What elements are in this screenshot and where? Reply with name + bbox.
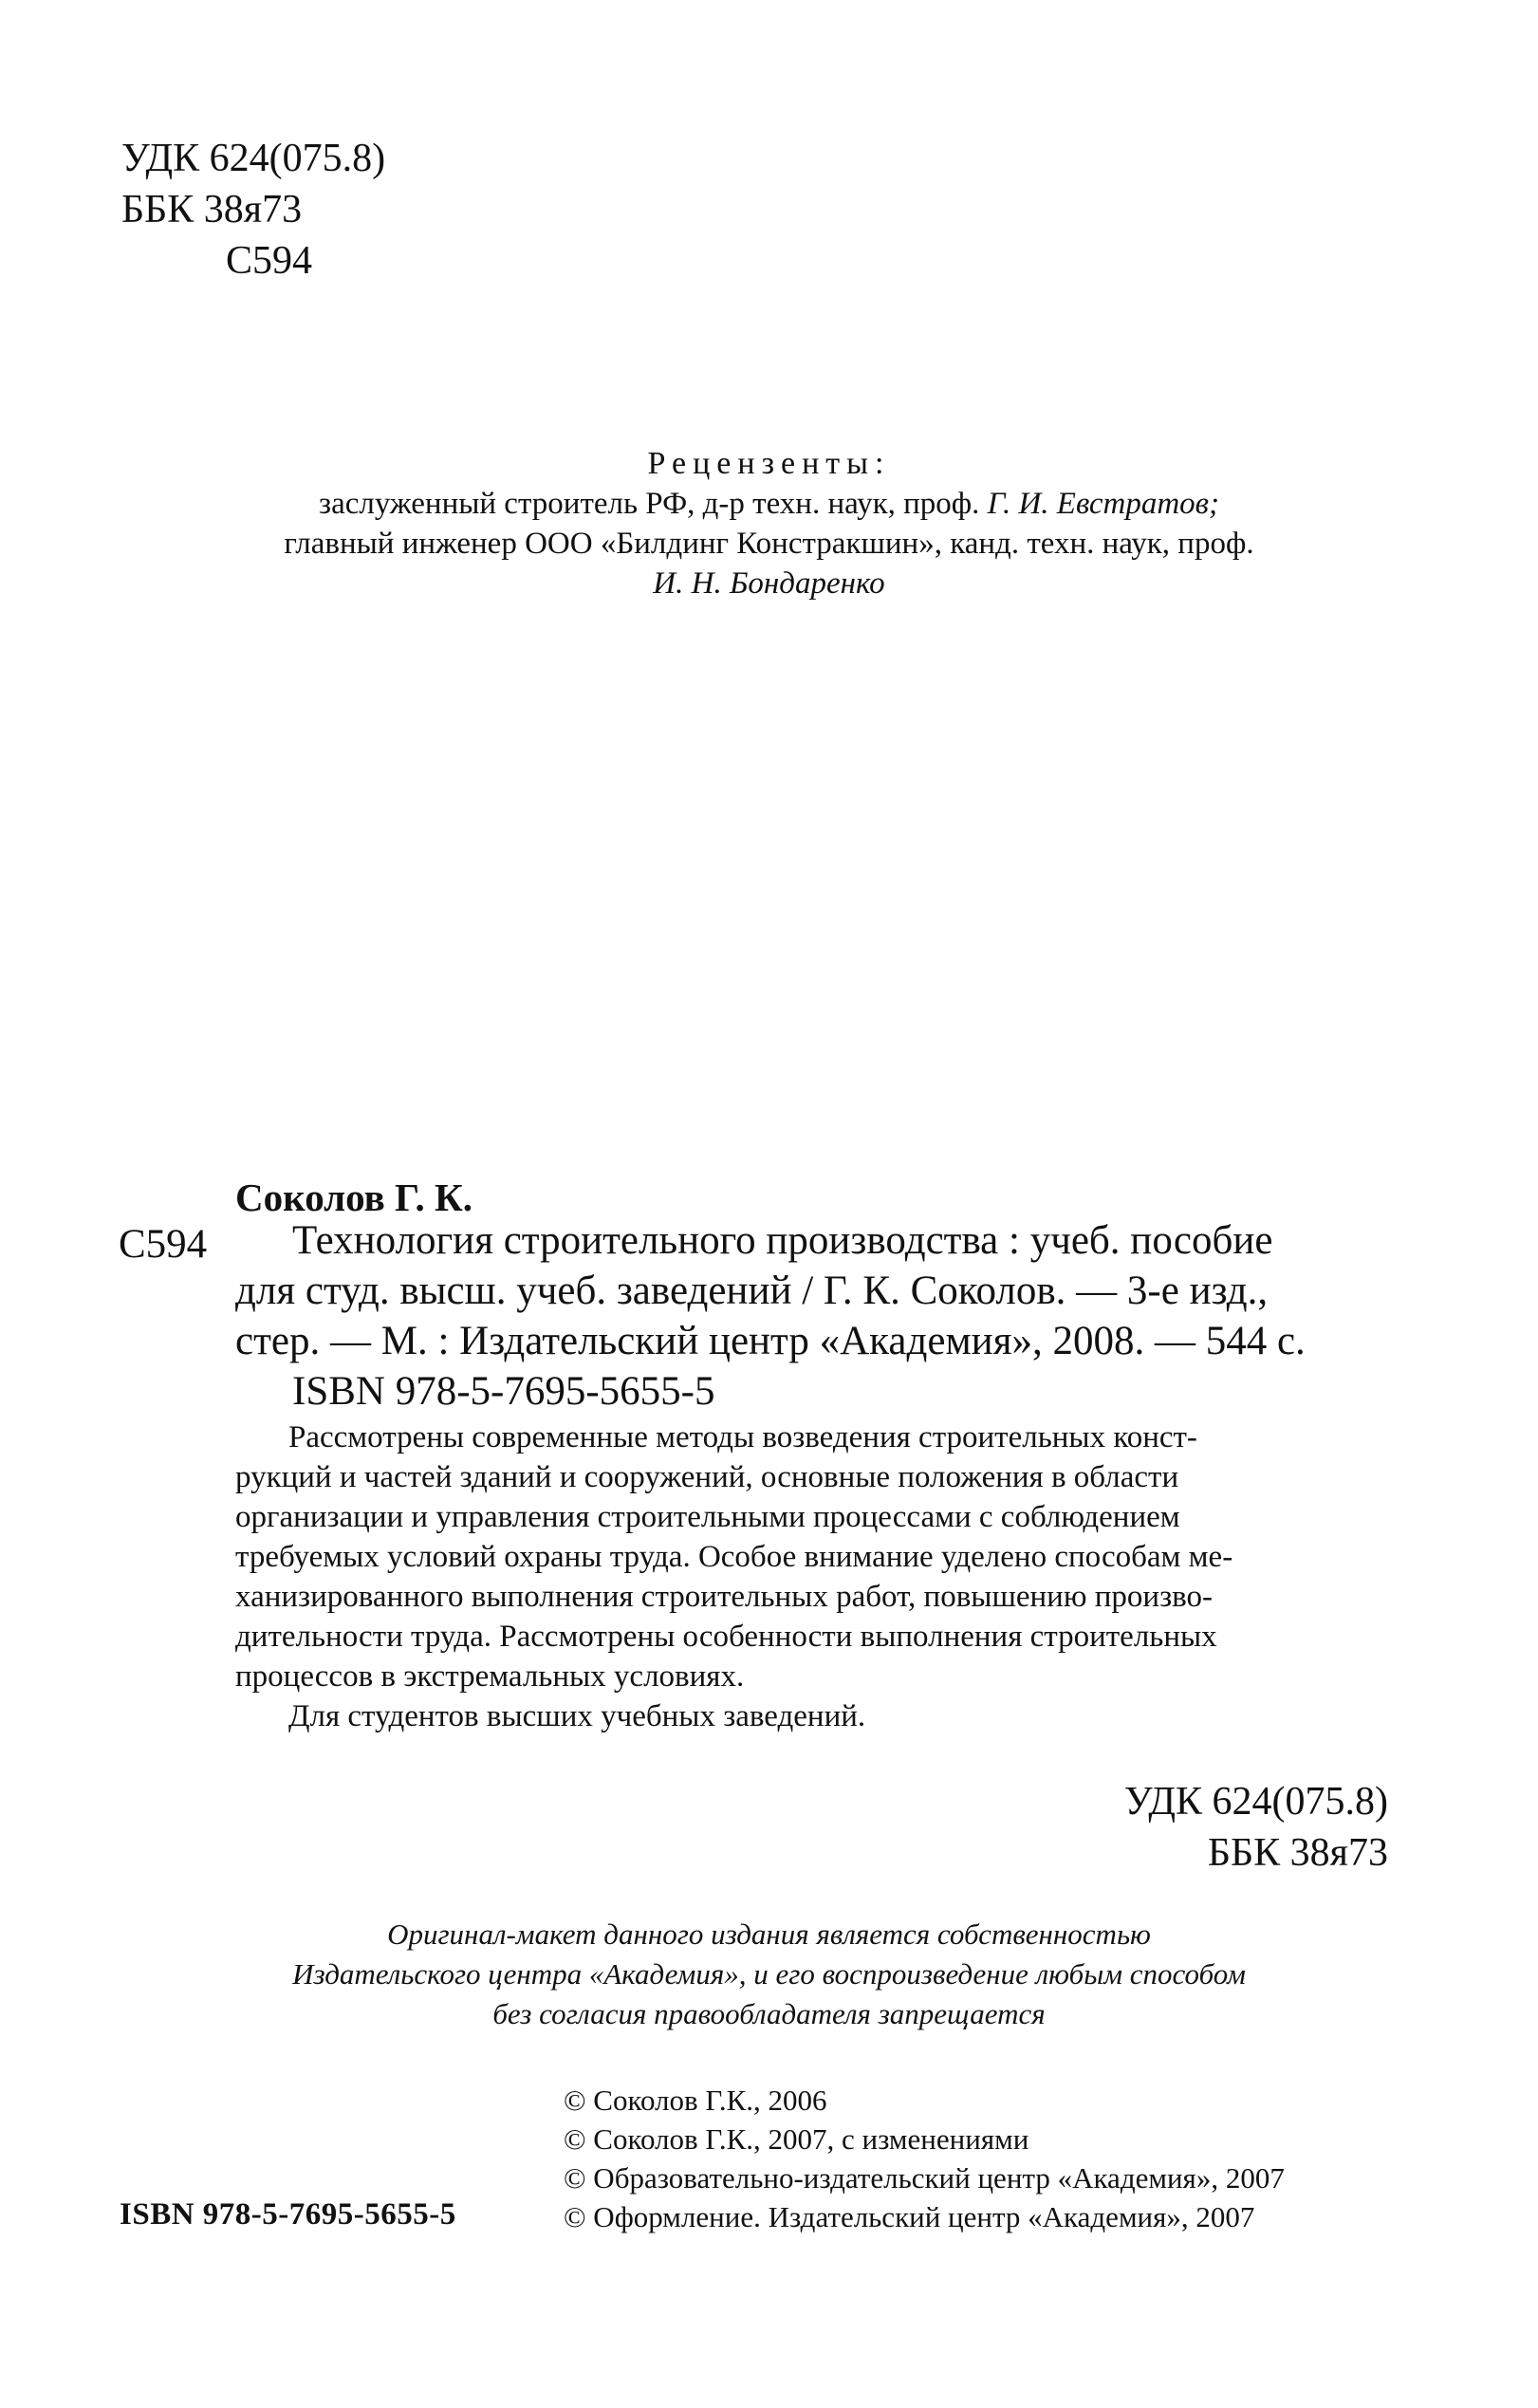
- reviewers-block: [95, 444, 1443, 603]
- copyright-4: © Оформление. Издательский центр «Академия», 2007: [564, 2200, 1255, 2233]
- notice-line-3: без согласия правообладателя запрещается: [492, 1997, 1046, 2030]
- annotation-line-5: ханизированного выполнения строительных работ, повышению произво-: [235, 1580, 1213, 1614]
- copyright-notice: [133, 1915, 1405, 2034]
- annotation-line-4: требуемых условий охраны труда. Особое внимание уделено способам ме-: [235, 1540, 1233, 1574]
- copyright-1: © Соколов Г.К., 2006: [564, 2084, 827, 2117]
- copyright-list: [564, 2081, 1285, 2236]
- author-mark-bib: С594: [119, 1222, 208, 1267]
- annotation: [235, 1417, 1232, 1736]
- annotation-audience: Для студентов высших учебных заведений.: [288, 1699, 866, 1733]
- notice-line-1: Оригинал-макет данного издания является собственностью: [387, 1917, 1151, 1951]
- isbn-bottom: ISBN 978-5-7695-5655-5: [120, 2197, 456, 2232]
- udk-bottom: УДК 624(075.8): [1123, 1780, 1388, 1824]
- isbn-line: ISBN 978-5-7695-5655-5: [292, 1369, 715, 1414]
- annotation-line-7: процессов в экстремальных условиях.: [235, 1659, 745, 1694]
- reviewer-1: [95, 484, 1443, 524]
- classification-bottom: [854, 1776, 1388, 1879]
- udk-top: УДК 624(075.8): [121, 137, 386, 180]
- annotation-line-2: рукций и частей зданий и сооружений, основные положения в области: [235, 1460, 1179, 1494]
- bbk-bottom: ББК 38я73: [1207, 1831, 1388, 1875]
- bib-line-3: стер. — М. : Издательский центр «Академия», 2008. — 544 с.: [235, 1319, 1306, 1363]
- notice-line-2: Издательского центра «Академия», и его воспроизведение любым способом: [292, 1957, 1246, 1991]
- bibliographic-description: [235, 1215, 1306, 1417]
- reviewer-1-text: заслуженный строитель РФ, д-р техн. наук, проф.: [319, 487, 980, 521]
- author-mark-top: С594: [226, 239, 313, 283]
- bbk-top: ББК 38я73: [121, 188, 303, 232]
- bib-line-2: для студ. высш. учеб. заведений / Г. К. Соколов. — 3-е изд.,: [235, 1269, 1269, 1313]
- author-name: Соколов Г. К.: [235, 1176, 473, 1219]
- reviewer-2-text: главный инженер ООО «Билдинг Констракшин», канд. техн. наук, проф.: [284, 527, 1254, 561]
- annotation-line-6: дительности труда. Рассмотрены особенности выполнения строительных: [235, 1620, 1217, 1654]
- copyright-3: © Образовательно-издательский центр «Академия», 2007: [564, 2161, 1285, 2195]
- bib-line-1: Технология строительного производства : учеб. пособие: [292, 1218, 1273, 1263]
- reviewers-heading: Рецензенты:: [647, 446, 891, 481]
- annotation-line-3: организации и управления строительными процессами с соблюдением: [235, 1500, 1180, 1534]
- annotation-line-1: Рассмотрены современные методы возведения строительных конст-: [288, 1420, 1197, 1454]
- reviewer-1-name: Г. И. Евстратов;: [987, 487, 1219, 521]
- reviewer-2-name: И. Н. Бондаренко: [653, 566, 885, 601]
- copyright-2: © Соколов Г.К., 2007, с изменениями: [564, 2122, 1029, 2156]
